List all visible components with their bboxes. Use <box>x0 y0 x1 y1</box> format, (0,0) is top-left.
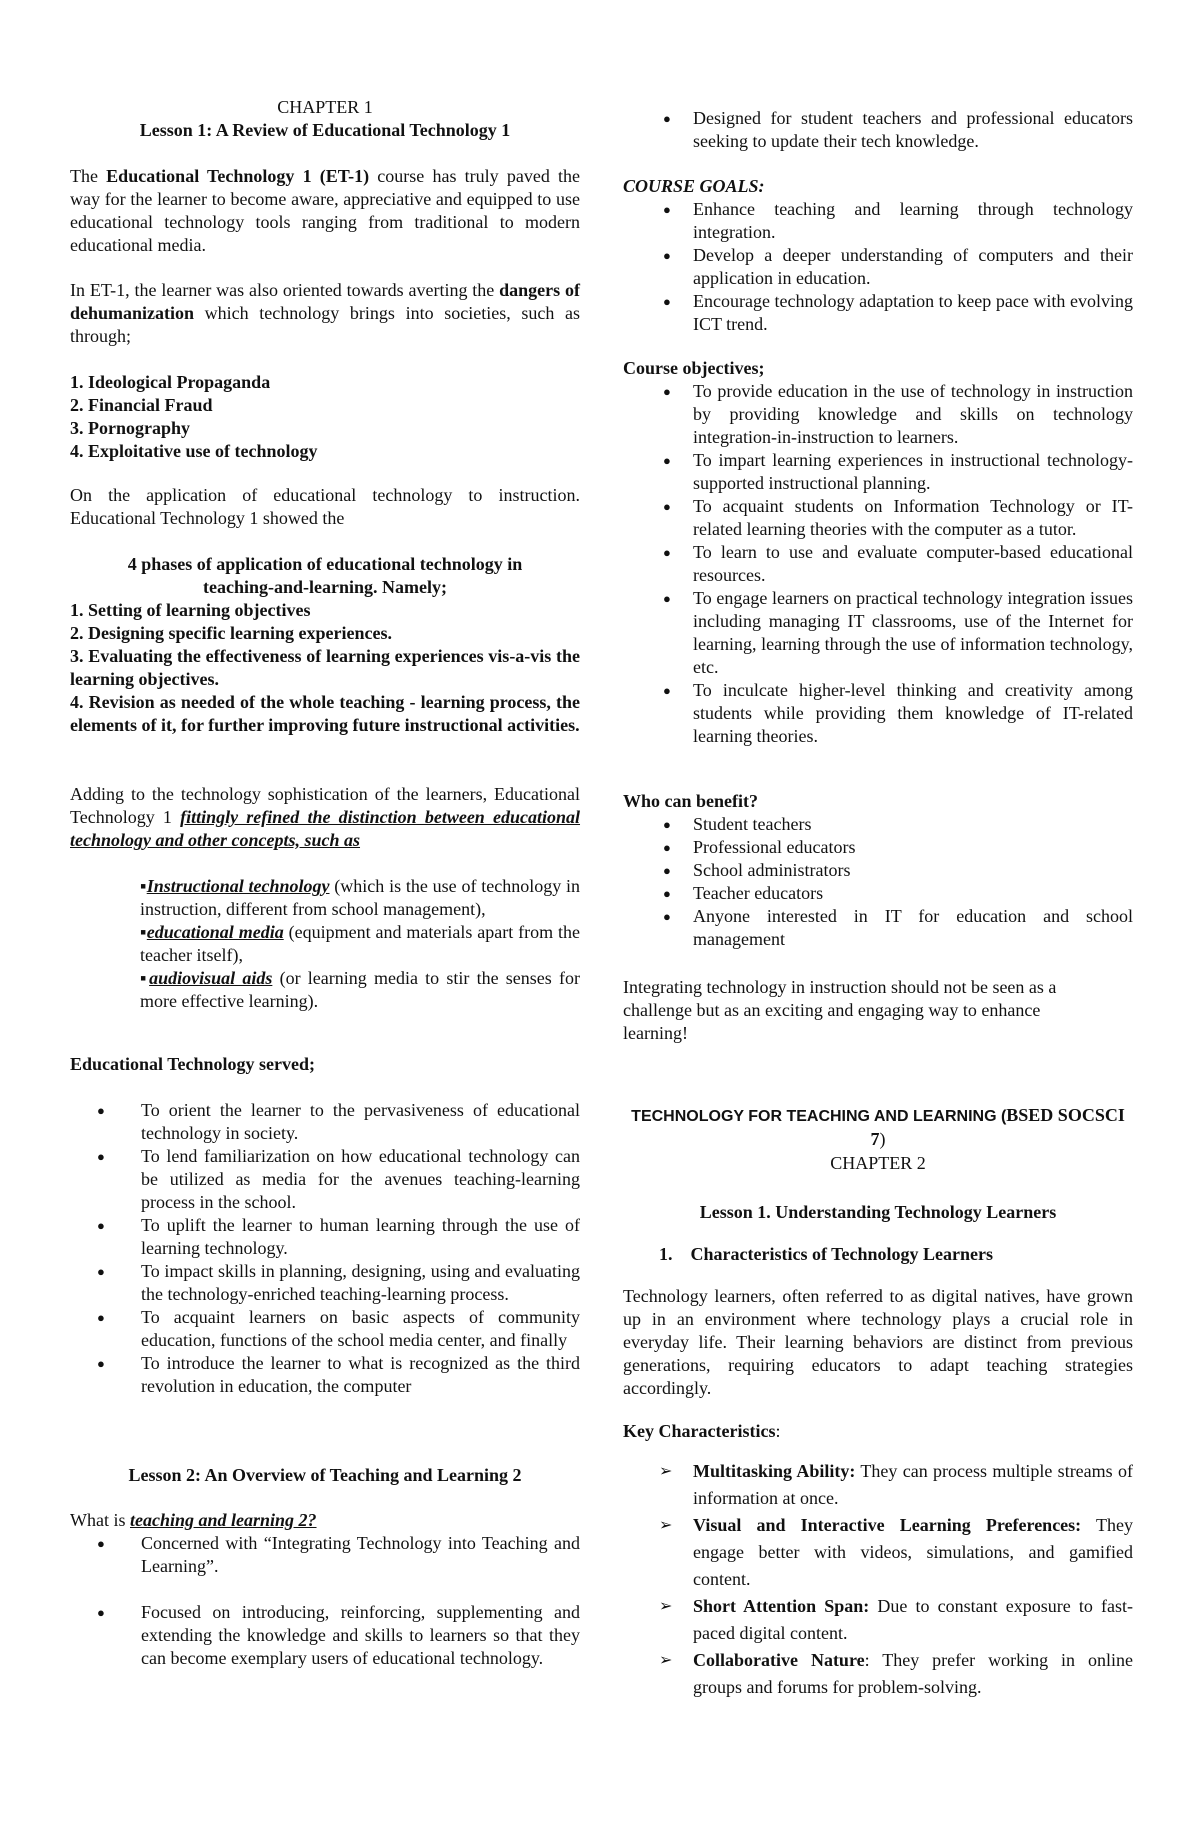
list-item: ● Enhance teaching and learning through technology integration. <box>623 198 1133 244</box>
lesson1-understanding-title: Lesson 1. Understanding Technology Learners <box>699 1202 1057 1222</box>
list-item: ▪educational media (equipment and materials apart from the teacher itself), <box>140 922 581 965</box>
list-item: ● To provide education in the use of technology in instruction by providing knowledge and skills on technology integration-in-instruction to learners. <box>623 380 1133 449</box>
served-list <box>70 1099 580 1398</box>
course-objectives-list <box>623 380 1133 748</box>
list-item: ● To lend familiarization on how educational technology can be utilized as media for the avenues teaching-learning process in the school. <box>70 1145 580 1214</box>
list-item: ● Professional educators <box>623 836 1133 859</box>
course-objectives-title: Course objectives; <box>623 358 765 378</box>
lesson2-title: Lesson 2: An Overview of Teaching and Learning 2 <box>128 1465 522 1485</box>
list-item: ● To acquaint learners on basic aspects of community education, functions of the school media center, and finally <box>70 1306 580 1352</box>
intro-paragraph: The Educational Technology 1 (ET-1) course has truly paved the way for the learner to become aware, appreciative and equipped to use educational technology tools ranging from traditional to modern educational media. <box>70 166 580 255</box>
list-item: 1. Setting of learning objectives <box>70 600 311 620</box>
ttl-title: TECHNOLOGY FOR TEACHING AND LEARNING (BSED SOCSCI 7) <box>631 1105 1125 1149</box>
list-item: 2. Financial Fraud <box>70 395 213 415</box>
list-item: 4. Exploitative use of technology <box>70 441 318 461</box>
application-paragraph: On the application of educational technology to instruction. Educational Technology 1 showed the <box>70 485 580 528</box>
list-item: ● To engage learners on practical technology integration issues including managing IT classrooms, use of the Internet for learning, learning through the use of information technology, etc. <box>623 587 1133 679</box>
list-item: ➢ Collaborative Nature: They prefer working in online groups and forums for problem-solving. <box>623 1647 1133 1701</box>
who-can-benefit-title: Who can benefit? <box>623 791 758 811</box>
list-item: ▪Instructional technology (which is the use of technology in instruction, different from school management), <box>140 876 581 919</box>
list-item: ● To learn to use and evaluate computer-based educational resources. <box>623 541 1133 587</box>
list-item: ● Anyone interested in IT for education and school management <box>623 905 1133 951</box>
list-item: ● Develop a deeper understanding of computers and their application in education. <box>623 244 1133 290</box>
dangers-list <box>70 371 580 463</box>
list-item: ● Teacher educators <box>623 882 1133 905</box>
list-item: ➢ Multitasking Ability: They can process multiple streams of information at once. <box>623 1458 1133 1512</box>
phases-title: 4 phases of application of educational technology in teaching-and-learning. Namely; <box>127 554 523 597</box>
list-item: ● School administrators <box>623 859 1133 882</box>
characteristics-paragraph: Technology learners, often referred to as digital natives, have grown up in an environment where technology plays a crucial role in everyday life. Their learning behaviors are distinct from previous generations, requiring educators to adapt teaching strategies accordingly. <box>623 1286 1133 1398</box>
list-item: ● To impact skills in planning, designing, using and evaluating the technology-enriched teaching-learning process. <box>70 1260 580 1306</box>
list-item: ● Encourage technology adaptation to keep pace with evolving ICT trend. <box>623 290 1133 336</box>
list-item: 3. Evaluating the effectiveness of learning experiences vis-a-vis the learning objectives. <box>70 646 580 689</box>
concepts-list <box>140 875 580 1013</box>
designed-list <box>623 107 1133 153</box>
dehumanization-paragraph: In ET-1, the learner was also oriented towards averting the dangers of dehumanization which technology brings into societies, such as through; <box>70 280 581 346</box>
list-item: 1. Ideological Propaganda <box>70 372 271 392</box>
course-goals-list <box>623 198 1133 336</box>
integrating-paragraph: Integrating technology in instruction should not be seen as a challenge but as an exciting and engaging way to enhance learning! <box>623 977 1057 1043</box>
list-item: ● Concerned with “Integrating Technology into Teaching and Learning”. <box>70 1532 580 1578</box>
list-item: ➢ Visual and Interactive Learning Preferences: They engage better with videos, simulations, and gamified content. <box>623 1512 1133 1593</box>
list-item: ● To impart learning experiences in instructional technology-supported instructional planning. <box>623 449 1133 495</box>
teaching-learning-list <box>70 1532 580 1670</box>
chapter2-heading: CHAPTER 2 <box>830 1153 926 1173</box>
list-item: ● To acquaint students on Information Technology or IT-related learning theories with the computer as a tutor. <box>623 495 1133 541</box>
key-characteristics-title: Key Characteristics: <box>623 1421 781 1441</box>
list-item: ● To inculcate higher-level thinking and creativity among students while providing them knowledge of IT-related learning theories. <box>623 679 1133 748</box>
list-item: ● To orient the learner to the pervasiveness of educational technology in society. <box>70 1099 580 1145</box>
list-item: ● To introduce the learner to what is recognized as the third revolution in education, the computer <box>70 1352 580 1398</box>
list-item: ● Focused on introducing, reinforcing, supplementing and extending the knowledge and skills to learners so that they can become exemplary users of educational technology. <box>70 1601 580 1670</box>
list-item: ➢ Short Attention Span: Due to constant exposure to fast-paced digital content. <box>623 1593 1133 1647</box>
list-item: ● Student teachers <box>623 813 1133 836</box>
list-item: ▪audiovisual aids (or learning media to stir the senses for more effective learning). <box>140 968 581 1011</box>
served-title: Educational Technology served; <box>70 1054 316 1074</box>
list-item: 3. Pornography <box>70 418 191 438</box>
course-goals-title: COURSE GOALS: <box>623 176 765 196</box>
chapter-heading: CHAPTER 1 <box>277 97 373 117</box>
characteristics-title: 1. Characteristics of Technology Learners <box>659 1244 993 1264</box>
sophistication-paragraph: Adding to the technology sophistication of the learners, Educational Technology 1 fittingly refined the distinction between educational technology and other concepts, such as <box>70 784 581 850</box>
list-item: ● Designed for student teachers and professional educators seeking to update their tech knowledge. <box>623 107 1133 153</box>
what-is-question: What is teaching and learning 2? <box>70 1510 317 1530</box>
lesson1-title: Lesson 1: A Review of Educational Technology 1 <box>139 120 511 140</box>
key-characteristics-list <box>623 1458 1133 1701</box>
list-item: 2. Designing specific learning experiences. <box>70 623 392 643</box>
benefit-list <box>623 813 1133 951</box>
list-item: ● To uplift the learner to human learning through the use of learning technology. <box>70 1214 580 1260</box>
list-item: 4. Revision as needed of the whole teaching - learning process, the elements of it, for further improving future instructional activities. <box>70 692 580 735</box>
phases-list <box>70 599 580 737</box>
